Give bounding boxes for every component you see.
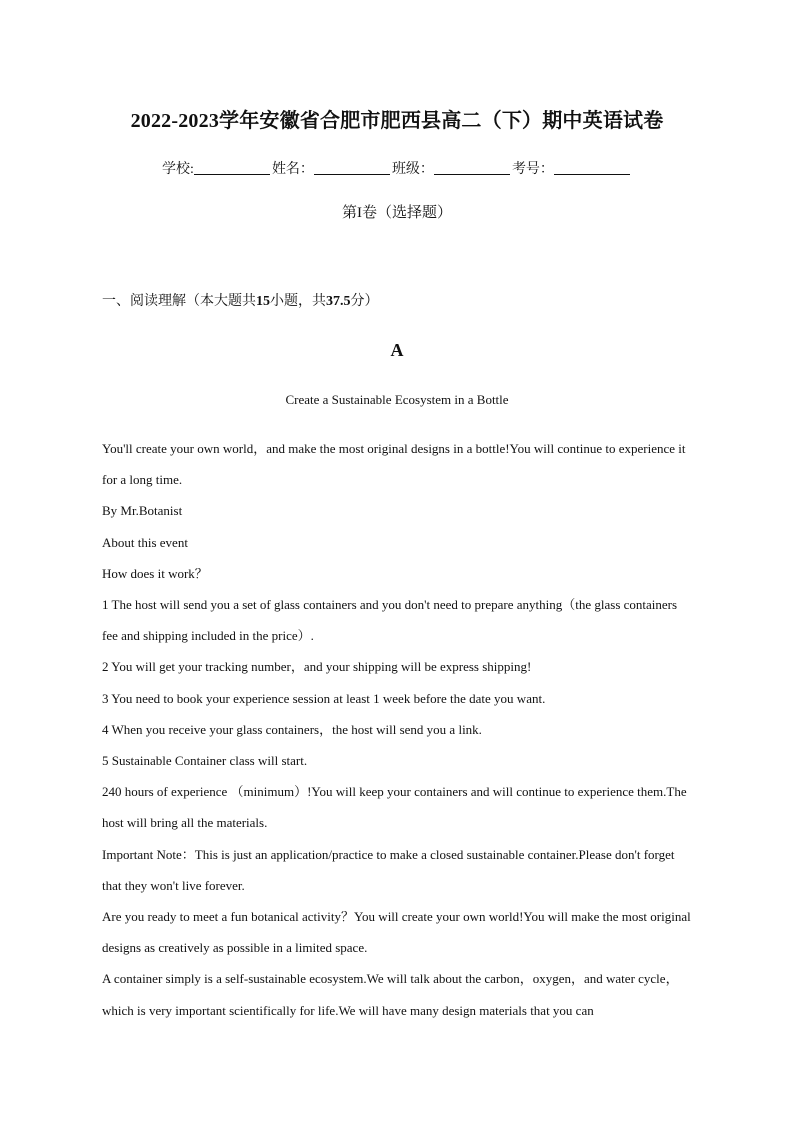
paragraph: You'll create your own world，and make the most original designs in a bottle!You will continue to experience it for a long time. xyxy=(102,441,686,488)
paragraph: By Mr.Botanist xyxy=(102,503,183,519)
exam-title: 2022-2023学年安徽省合肥市肥西县高二（下）期中英语试卷 xyxy=(130,110,664,132)
passage-letter: A xyxy=(390,340,404,360)
section-suffix: 分） xyxy=(350,294,379,309)
section-count: 15 xyxy=(256,294,270,309)
paragraph: About this event xyxy=(102,534,188,550)
class-blank[interactable] xyxy=(434,160,510,175)
name-label: 姓名： xyxy=(271,162,314,177)
paragraph: 1 The host will send you a set of glass containers and you don't need to prepare anything（the glass containers fee and shipping included in the price）. xyxy=(102,597,678,644)
paragraph: 4 When you receive your glass containers，the host will send you a link. xyxy=(102,721,482,737)
paragraph: Important Note：This is just an application/practice to make a closed sustainable container.Please don't forget that they won't live forever. xyxy=(102,846,675,893)
paragraph: 5 Sustainable Container class will start. xyxy=(102,753,308,769)
paragraph: How does it work？ xyxy=(102,565,208,581)
section-prefix: 一、阅读理解（本大题共 xyxy=(102,294,256,309)
number-blank[interactable] xyxy=(554,160,630,175)
section-score: 37.5 xyxy=(326,294,351,309)
school-blank[interactable] xyxy=(194,160,270,175)
paragraph: A container simply is a self-sustainable ecosystem.We will talk about the carbon，oxygen，and water cycle，which is very important scientifically for life.We will have many design materials that you can xyxy=(102,971,679,1018)
passage-body xyxy=(102,433,694,1026)
student-info-line xyxy=(0,158,794,178)
name-blank[interactable] xyxy=(314,160,390,175)
paragraph: Are you ready to meet a fun botanical activity？You will create your own world!You will make the most original designs as creatively as possible in a limited space. xyxy=(102,909,691,956)
volume-heading: 第I卷（选择题） xyxy=(342,205,452,221)
passage-title: Create a Sustainable Ecosystem in a Bottle xyxy=(285,392,509,407)
section-middle: 小题，共 xyxy=(270,294,326,309)
class-label: 班级： xyxy=(391,162,434,177)
number-label: 考号： xyxy=(511,162,554,177)
paragraph: 3 You need to book your experience session at least 1 week before the date you want. xyxy=(102,690,546,706)
section-heading xyxy=(102,290,379,310)
paragraph: 240 hours of experience （minimum）!You will keep your containers and will continue to experience them.The host will bring all the materials. xyxy=(102,784,687,831)
paragraph: 2 You will get your tracking number，and your shipping will be express shipping! xyxy=(102,659,532,675)
school-label: 学校: xyxy=(162,162,194,177)
